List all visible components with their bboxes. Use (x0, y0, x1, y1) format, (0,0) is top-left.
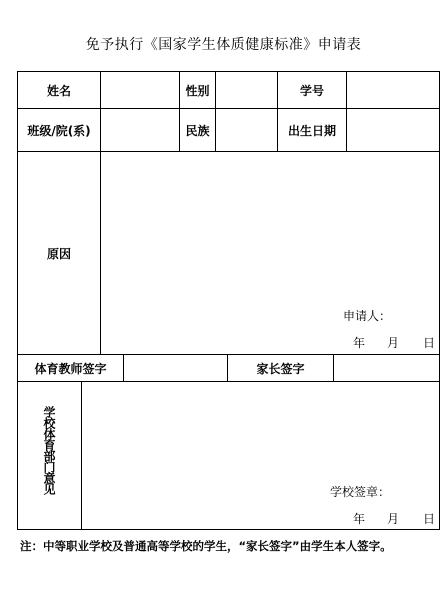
school-seal-label: 学校签章： (330, 485, 391, 499)
school-day: 日 (423, 512, 436, 526)
student-id-label: 学号 (299, 83, 324, 98)
gender-field[interactable] (216, 72, 277, 108)
school-pe-dept-opinion-label: 学校体育部门意见 (42, 406, 56, 494)
student-id-field[interactable] (347, 72, 439, 108)
school-year: 年 (353, 512, 366, 526)
applicant-month: 月 (387, 336, 400, 350)
birthdate-label: 出生日期 (287, 123, 336, 138)
table-border-right (439, 71, 440, 530)
form-title: 免予执行《国家学生体质健康标准》申请表 (85, 37, 362, 53)
name-field[interactable] (101, 72, 179, 108)
name-label: 姓名 (46, 83, 71, 98)
applicant-year: 年 (353, 336, 366, 350)
parent-sign-label: 家长签字 (256, 361, 305, 376)
reason-label: 原因 (46, 246, 71, 261)
applicant-day: 日 (423, 336, 436, 350)
parent-sign-field[interactable] (334, 355, 439, 381)
school-opinion-textarea[interactable] (82, 382, 439, 529)
pe-teacher-sign-label: 体育教师签字 (34, 361, 107, 376)
school-month: 月 (387, 512, 400, 526)
ethnicity-label: 民族 (185, 123, 210, 138)
class-dept-field[interactable] (101, 109, 179, 151)
pe-teacher-sign-field[interactable] (124, 355, 227, 381)
birthdate-field[interactable] (347, 109, 439, 151)
class-dept-label: 班级/院(系) (27, 123, 91, 138)
gender-label: 性别 (185, 83, 210, 98)
footnote: 注：中等职业学校及普通高等学校的学生，“家长签字”由学生本人签字。 (20, 539, 392, 553)
applicant-label: 申请人： (343, 309, 392, 323)
ethnicity-field[interactable] (216, 109, 277, 151)
application-form-table (17, 71, 440, 530)
